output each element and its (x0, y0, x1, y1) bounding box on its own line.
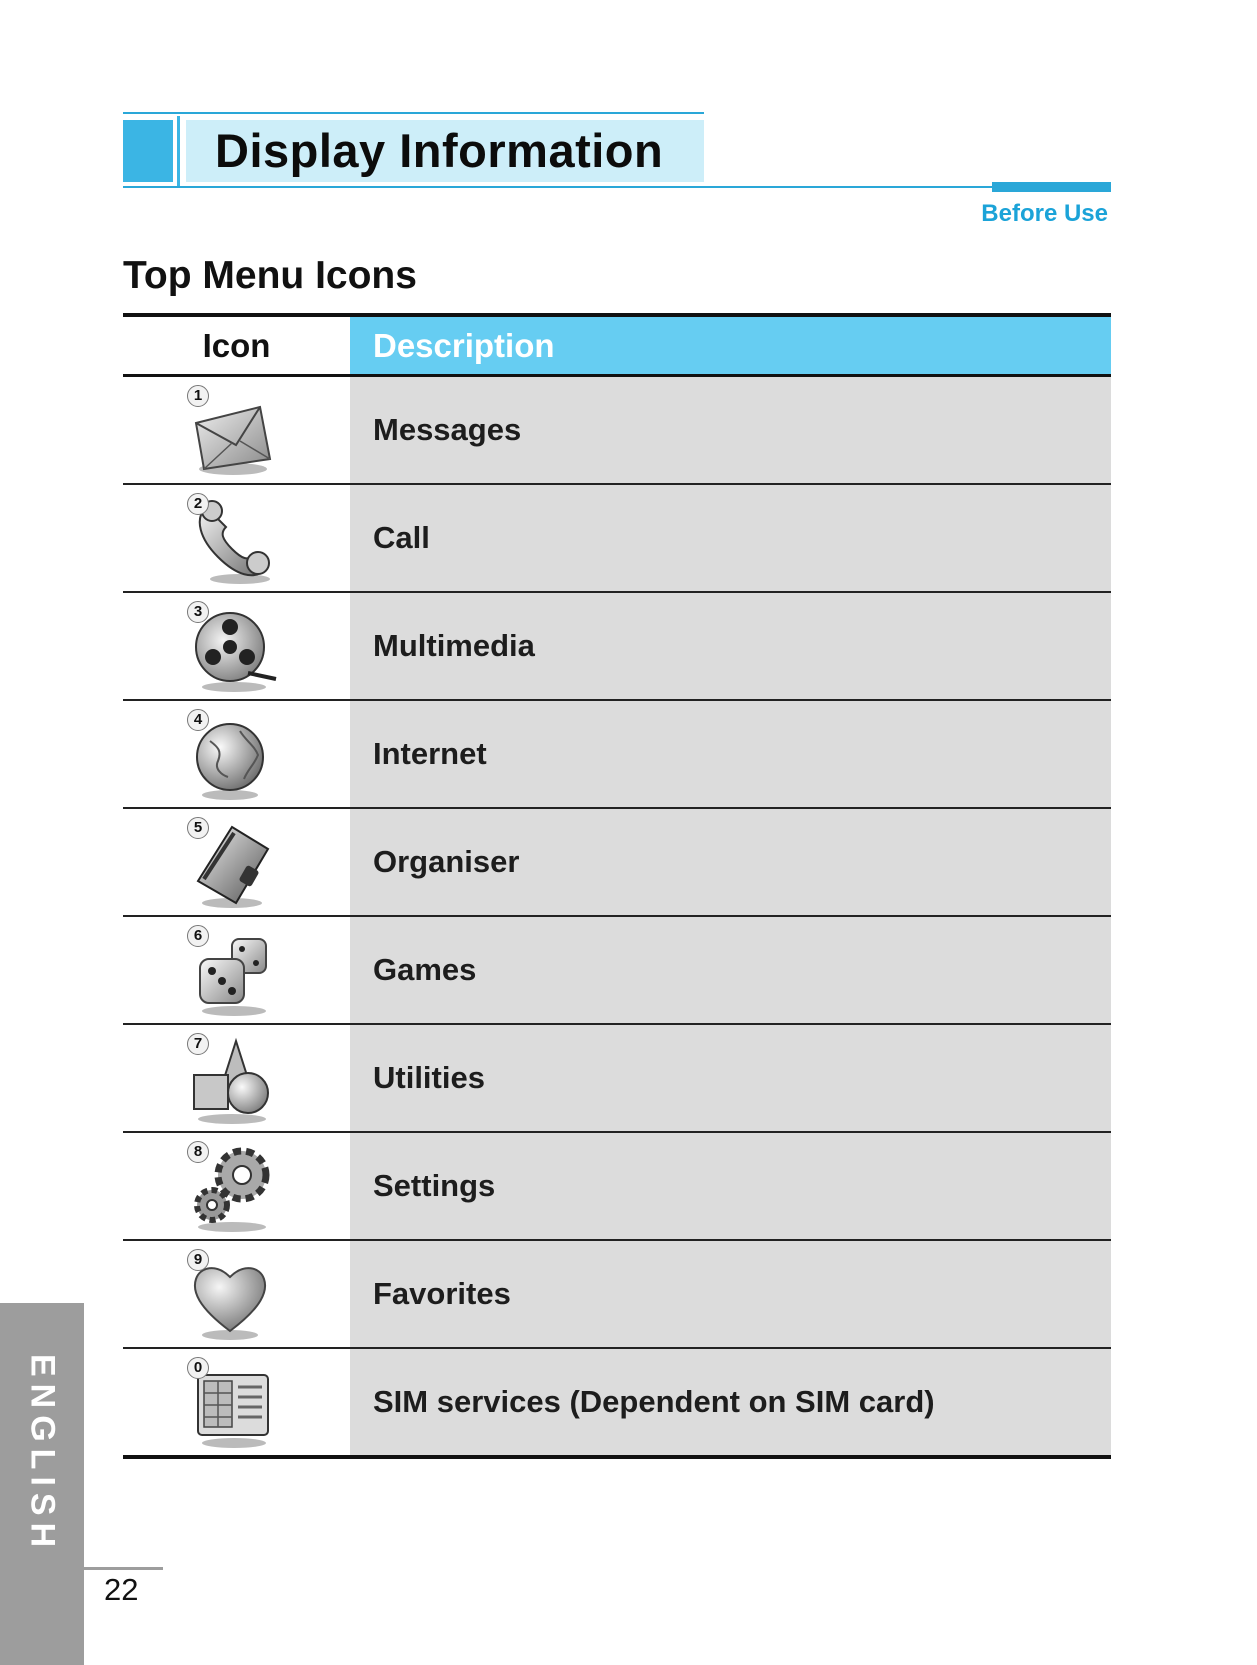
page-number: 22 (104, 1572, 139, 1607)
row-description: Call (350, 485, 1111, 591)
row-description: Organiser (350, 809, 1111, 915)
icon-cell (123, 917, 350, 1023)
page-title: Display Information (215, 124, 664, 177)
row-number: 5 (187, 817, 209, 839)
row-number: 4 (187, 709, 209, 731)
column-header-description: Description (350, 317, 1111, 374)
icon-cell (123, 809, 350, 915)
icon-cell (123, 1133, 350, 1239)
row-number: 6 (187, 925, 209, 947)
row-number: 8 (187, 1141, 209, 1163)
table-header (123, 313, 1111, 377)
section-tag: Before Use (981, 200, 1108, 227)
table-row (123, 1025, 1111, 1133)
section-title: Top Menu Icons (123, 254, 417, 297)
icon-cell (123, 1025, 350, 1131)
header-accent-bar (992, 182, 1111, 192)
menu-icons-table (123, 313, 1111, 1459)
row-description: Favorites (350, 1241, 1111, 1347)
icon-cell (123, 1241, 350, 1347)
icon-cell (123, 1349, 350, 1455)
row-description: Multimedia (350, 593, 1111, 699)
table-row (123, 1241, 1111, 1349)
row-description: Games (350, 917, 1111, 1023)
row-number: 9 (187, 1249, 209, 1271)
row-description: Messages (350, 377, 1111, 483)
row-description: Internet (350, 701, 1111, 807)
header-accent-divider (177, 116, 180, 186)
row-number: 2 (187, 493, 209, 515)
row-description: SIM services (Dependent on SIM card) (350, 1349, 1111, 1455)
icon-cell (123, 701, 350, 807)
table-row (123, 593, 1111, 701)
row-number: 3 (187, 601, 209, 623)
icon-cell (123, 485, 350, 591)
row-number: 7 (187, 1033, 209, 1055)
table-row (123, 701, 1111, 809)
language-label: ENGLISH (23, 1354, 62, 1555)
header-underline (123, 186, 1111, 188)
header-accent-square (123, 120, 173, 182)
column-header-icon: Icon (202, 327, 271, 364)
row-description: Utilities (350, 1025, 1111, 1131)
row-number: 0 (187, 1357, 209, 1379)
row-description: Settings (350, 1133, 1111, 1239)
table-row (123, 809, 1111, 917)
table-row (123, 485, 1111, 593)
table-row (123, 1133, 1111, 1241)
row-number: 1 (187, 385, 209, 407)
icon-cell (123, 377, 350, 483)
table-row (123, 1349, 1111, 1459)
table-row (123, 917, 1111, 1025)
header-top-rule (123, 112, 704, 114)
icon-cell (123, 593, 350, 699)
page-number-rule (84, 1567, 163, 1570)
table-row (123, 377, 1111, 485)
